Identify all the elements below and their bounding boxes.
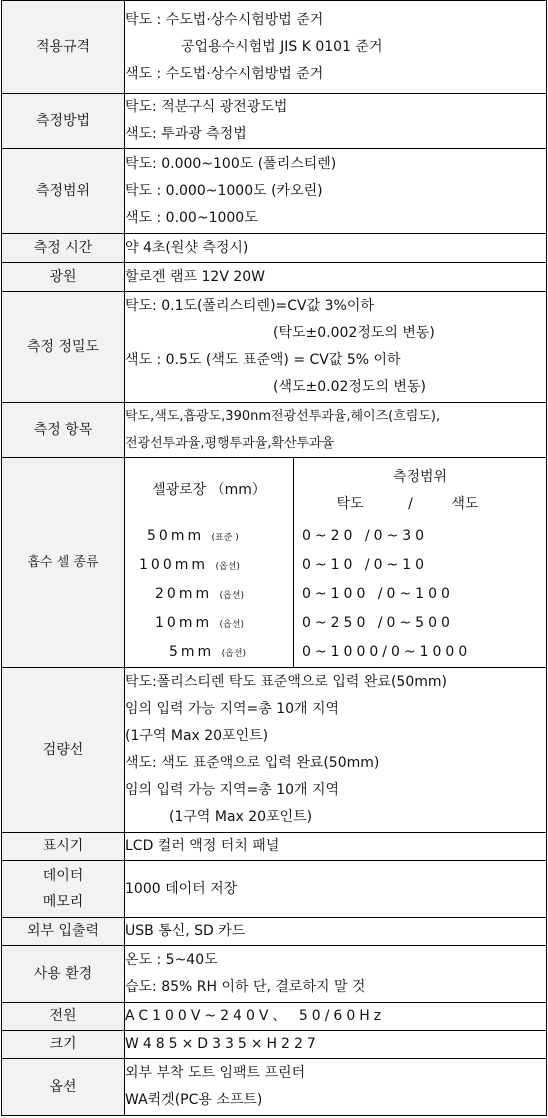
text-line: 탁도: 적분구식 광전광도법 <box>125 99 288 115</box>
path-value: 5mm <box>169 644 215 660</box>
text-line: AC100V~240V、 50/60Hz <box>125 1008 386 1024</box>
text-line: 탁도:폴리스티렌 탁도 표준액으로 입력 완료(50mm) <box>125 674 447 690</box>
row-content <box>125 1031 547 1059</box>
text-line: 1000 데이터 저장 <box>125 880 238 897</box>
path-value: 50mm <box>147 528 205 544</box>
spec-table <box>1 0 547 1116</box>
spec-row-calibration <box>2 668 547 833</box>
turbidity-header: 탁도 <box>336 496 364 512</box>
text-line: USB 통신, SD 카드 <box>125 923 246 939</box>
path-row <box>125 580 293 609</box>
spec-row-light <box>2 263 547 292</box>
text-line: 탁도: 0.1도(폴리스티렌)=CV값 3%이하 <box>125 298 374 314</box>
text-line: 색도 : 수도법·상수시험방법 준거 <box>125 65 324 82</box>
spec-row-cell <box>2 458 547 668</box>
path-row <box>125 522 293 551</box>
spec-row-precision <box>2 292 547 403</box>
range-header-cell <box>294 458 547 520</box>
spec-row-options <box>2 1059 547 1116</box>
path-note: (표준 ) <box>211 533 239 543</box>
row-label: 측정 항목 <box>2 403 125 458</box>
row-label: 전원 <box>2 1003 125 1031</box>
text-line: 온도 : 5~40도 <box>125 952 218 968</box>
text-line: 탁도 : 수도법·상수시험방법 준거 <box>125 11 324 28</box>
path-note: (옵션) <box>219 591 244 601</box>
row-label: 광원 <box>2 263 125 292</box>
row-label-line: 데이터 <box>42 868 84 884</box>
spec-row-display <box>2 833 547 861</box>
path-row <box>125 609 293 638</box>
row-content <box>125 292 547 403</box>
text-line: WA퀵겟(PC용 소프트) <box>125 1092 263 1108</box>
cell-subtable-container <box>125 458 547 668</box>
slash-header: / <box>408 496 413 512</box>
path-value: 10mm <box>155 615 213 631</box>
text-line: 색도: 색도 표준액으로 입력 완료(50mm) <box>125 755 380 771</box>
path-note: (옵션) <box>221 649 247 659</box>
text-line: (색도±0.02정도의 변동) <box>273 379 426 395</box>
row-content <box>125 149 547 234</box>
text-line: (탁도±0.002정도의 변동) <box>273 325 435 341</box>
row-label: 표시기 <box>2 833 125 861</box>
text-line: 색도: 투과광 측정법 <box>125 126 247 142</box>
row-label: 측정방법 <box>2 94 125 149</box>
range-subheader <box>294 491 546 517</box>
text-line: 탁도,색도,흡광도,390nm전광선투과율,헤이즈(흐림도), <box>125 409 441 424</box>
text-line: 임의 입력 가능 지역=총 10개 지역 <box>125 782 340 798</box>
range-value: 0~20 /0~30 <box>302 528 429 544</box>
path-note: (옵션) <box>215 562 240 572</box>
row-label: 외부 입출력 <box>2 918 125 946</box>
text-line: W485×D335×H227 <box>125 1036 320 1052</box>
range-value: 0~1000/0~1000 <box>302 644 472 660</box>
path-row <box>125 638 293 667</box>
text-line: 습도: 85% RH 이하 단, 결로하지 말 것 <box>125 979 366 995</box>
row-label: 검량선 <box>2 668 125 833</box>
row-content <box>125 918 547 946</box>
row-content <box>125 861 547 918</box>
spec-row-items <box>2 403 547 458</box>
spec-row-io <box>2 918 547 946</box>
path-value: 20mm <box>155 586 213 602</box>
row-label: 크기 <box>2 1031 125 1059</box>
spec-row-memory <box>2 861 547 918</box>
text-line: 약 4초(원샷 측정시) <box>125 239 249 256</box>
path-note: (옵션) <box>219 620 244 630</box>
row-label: 측정 시간 <box>2 234 125 263</box>
spec-row-env <box>2 946 547 1003</box>
row-content <box>125 94 547 149</box>
spec-row-time <box>2 234 547 263</box>
spec-row-method <box>2 94 547 149</box>
text-line: 색도 : 0.5도 (색도 표준액) = CV값 5% 이하 <box>125 352 401 368</box>
range-value: 0~100 /0~100 <box>302 586 454 602</box>
text-line: 탁도 : 0.000~1000도 (카오린) <box>125 182 323 199</box>
spec-row-range <box>2 149 547 234</box>
row-content <box>125 263 547 292</box>
row-label: 흡수 셀 종류 <box>2 458 125 668</box>
text-line: 색도 : 0.00~1000도 <box>125 209 258 226</box>
text-line: LCD 컬러 액정 터치 패널 <box>125 838 280 854</box>
row-label: 측정 정밀도 <box>2 292 125 403</box>
row-label: 옵션 <box>2 1059 125 1116</box>
spec-row-size <box>2 1031 547 1059</box>
cell-subtable <box>125 458 546 667</box>
row-label: 적용규격 <box>2 1 125 94</box>
range-value: 0~10 /0~10 <box>302 557 429 573</box>
text-line: 외부 부착 도트 임팩트 프린터 <box>125 1065 306 1081</box>
path-header: 셀광로장 （mm） <box>125 458 294 520</box>
text-line: 전광선투과율,평행투과율,확산투과율 <box>125 436 335 451</box>
path-row <box>125 551 293 580</box>
text-line: (1구역 Max 20포인트) <box>125 728 269 744</box>
row-content <box>125 668 547 833</box>
range-column <box>294 520 547 667</box>
range-header: 측정범위 <box>392 469 448 485</box>
path-column <box>125 520 294 667</box>
row-label <box>2 861 125 918</box>
path-value: 100mm <box>139 557 208 573</box>
row-label: 측정범위 <box>2 149 125 234</box>
text-line: 임의 입력 가능 지역=총 10개 지역 <box>125 701 340 717</box>
row-content <box>125 1003 547 1031</box>
row-content <box>125 1059 547 1116</box>
row-content <box>125 833 547 861</box>
row-content <box>125 1 547 94</box>
text-line: 탁도: 0.000~100도 (폴리스티렌) <box>125 155 337 172</box>
spec-row-power <box>2 1003 547 1031</box>
text-line: (1구역 Max 20포인트) <box>169 809 313 825</box>
row-label-line: 메모리 <box>42 894 84 910</box>
row-content <box>125 403 547 458</box>
spec-row-standard <box>2 1 547 94</box>
range-value: 0~250 /0~500 <box>302 615 454 631</box>
text-line: 공업용수시험법 JIS K 0101 준거 <box>181 38 383 55</box>
color-header: 색도 <box>451 496 479 512</box>
text-line: 할로겐 램프 12V 20W <box>125 268 266 285</box>
row-label: 사용 환경 <box>2 946 125 1003</box>
row-content <box>125 946 547 1003</box>
row-content <box>125 234 547 263</box>
